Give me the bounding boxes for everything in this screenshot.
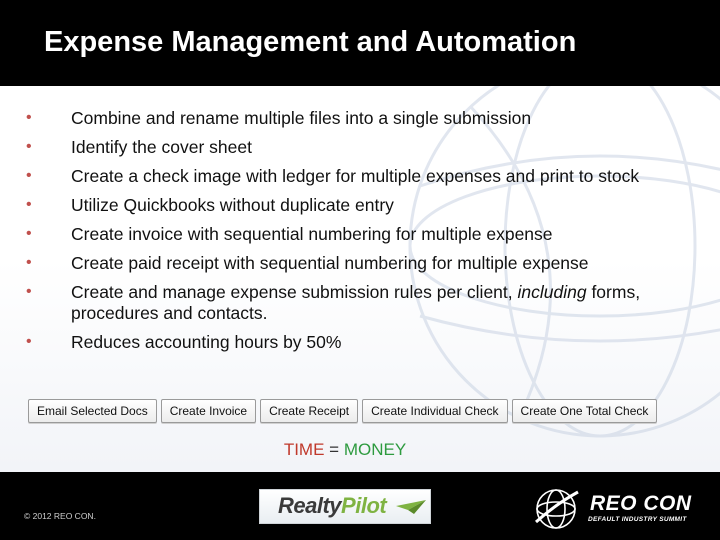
tagline-money: MONEY [343,440,407,459]
list-item [26,108,706,129]
tagline [0,440,690,460]
bullet-text-emphasis: including [517,282,587,302]
bullet-text: Utilize Quickbooks without duplicate entry [71,195,394,215]
tagline-equals: = [324,440,344,459]
create-invoice-button[interactable]: Create Invoice [161,399,256,423]
bullet-text: Create invoice with sequential numbering for multiple expense [71,224,553,244]
slide-content [0,86,720,472]
list-item [26,224,706,245]
bullet-icon: • [26,138,32,155]
bullet-text-continuation: forms, procedures and contacts. [71,282,641,323]
action-button-bar [28,399,657,423]
bullet-icon: • [26,167,32,184]
slide-title: Expense Management and Automation [44,26,577,58]
bullet-text: Combine and rename multiple files into a single submission [71,108,532,128]
globe-logo-icon [532,486,582,532]
realtypilot-wordmark: RealtyPilot [278,493,387,518]
tagline-time: TIME [283,440,325,459]
copyright-text: © 2012 REO CON. [24,511,96,521]
list-item [26,195,706,216]
list-item [26,332,706,353]
list-item [26,137,706,158]
create-individual-check-button[interactable]: Create Individual Check [362,399,507,423]
paper-plane-icon [396,498,426,516]
bullet-icon: • [26,332,32,350]
list-item [26,253,706,274]
reo-con-wordmark: REO CON [590,492,692,515]
bullet-icon: • [26,254,32,271]
create-one-total-check-button[interactable]: Create One Total Check [512,399,658,423]
create-receipt-button[interactable]: Create Receipt [260,399,358,423]
reo-con-logo [532,486,712,532]
bullet-text: Reduces accounting hours by 50% [71,331,342,352]
reo-con-subtitle: DEFAULT INDUSTRY SUMMIT [588,516,687,523]
bullet-list [26,108,706,361]
bullet-text: Create and manage expense submission rules per client, [71,282,518,302]
slide-footer [0,472,720,540]
bullet-icon: • [26,283,32,300]
slide-header [0,0,720,86]
realtypilot-logo [259,489,431,524]
list-item [26,282,706,323]
bullet-text: Create a check image with ledger for multiple expenses and print to stock [71,166,640,186]
bullet-icon: • [26,225,32,242]
email-selected-docs-button[interactable]: Email Selected Docs [28,399,157,423]
bullet-text: Create paid receipt with sequential numbering for multiple expense [71,253,589,273]
bullet-text: Identify the cover sheet [71,137,252,157]
bullet-icon: • [26,109,32,126]
bullet-icon: • [26,196,32,213]
list-item [26,166,706,187]
